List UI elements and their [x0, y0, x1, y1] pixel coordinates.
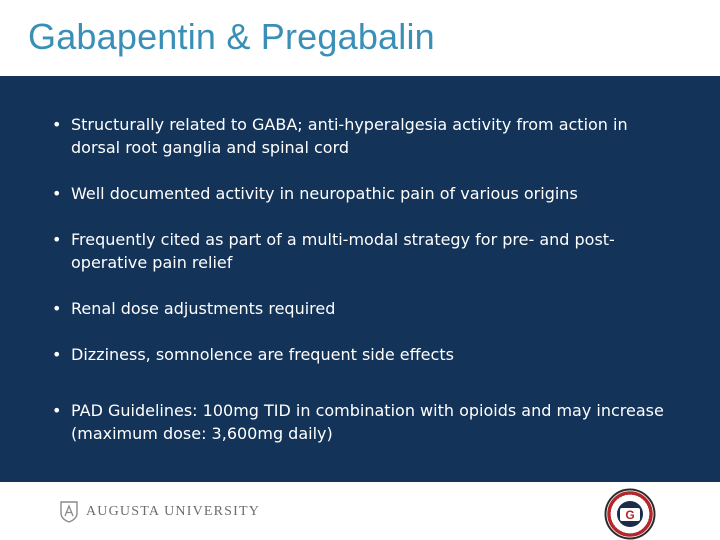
shield-icon	[60, 501, 78, 523]
bullet-item: • Renal dose adjustments required	[52, 297, 672, 320]
university-name: AUGUSTA UNIVERSITY	[86, 504, 261, 519]
bullet-item: • Frequently cited as part of a multi-modal strategy for pre- and post-operative pain relief	[52, 228, 672, 274]
bullet-item: • Dizziness, somnolence are frequent side effects	[52, 343, 672, 366]
college-seal-icon	[604, 488, 656, 540]
footer	[0, 482, 720, 540]
seal-letter: G	[625, 508, 635, 522]
bullet-item: • Well documented activity in neuropathic pain of various origins	[52, 182, 672, 205]
university-logo	[60, 501, 260, 523]
bullet-list	[52, 113, 672, 445]
bullet-item: • PAD Guidelines: 100mg TID in combination with opioids and may increase (maximum dose: 3,600mg daily)	[52, 399, 672, 445]
content-panel	[0, 76, 720, 482]
slide-title: Gabapentin & Pregabalin	[28, 16, 435, 57]
title-bar	[0, 0, 720, 76]
bullet-item: • Structurally related to GABA; anti-hyperalgesia activity from action in dorsal root ganglia and spinal cord	[52, 113, 672, 159]
